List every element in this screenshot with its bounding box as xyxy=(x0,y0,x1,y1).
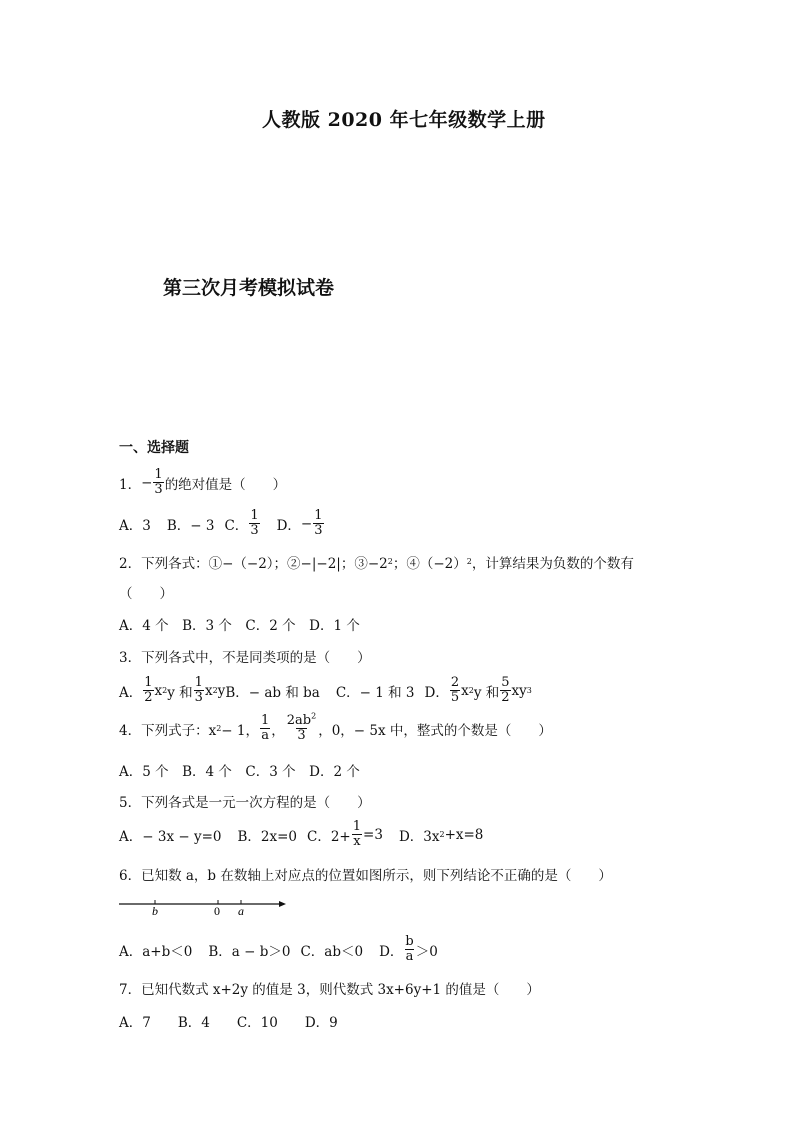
option-d: D． xyxy=(424,684,449,701)
fraction-numerator: 1 xyxy=(250,508,259,523)
fraction-denominator: 2 xyxy=(144,690,153,705)
question-6-options xyxy=(119,935,438,964)
section-heading: 一、选择题 xyxy=(119,440,189,456)
fraction xyxy=(286,711,317,743)
fraction-denominator: 3 xyxy=(154,482,163,497)
option-c: C．ab＜0 xyxy=(300,943,364,960)
fraction-denominator: 5 xyxy=(450,690,460,705)
option-b: B．− 3 xyxy=(166,517,215,534)
fraction-numerator: 1 xyxy=(314,508,323,523)
expression-text: y 和 xyxy=(473,684,500,701)
fraction-denominator: 3 xyxy=(314,523,323,538)
fraction xyxy=(404,935,414,964)
question-5-options: A．− 3x − y=0 B．2x=0 C．2+ $\frac{1}{x}$ =3 D．3x 2 +x=8 xyxy=(119,819,484,849)
question-text: ；④（−2） xyxy=(392,556,467,572)
option-a: A．3 xyxy=(119,517,151,534)
option-c: C．− 1 和 3 xyxy=(335,684,415,701)
expression-text: y xyxy=(217,682,226,699)
fraction-numerator xyxy=(286,711,317,728)
question-7-options: A．7 B．4 C．10 D．9 xyxy=(119,1015,338,1031)
fraction xyxy=(153,468,163,497)
label-b: b xyxy=(152,904,158,918)
separator: ， xyxy=(271,722,285,739)
option-c: C． xyxy=(224,517,249,534)
question-number: 1． xyxy=(119,476,142,493)
fraction xyxy=(313,509,323,538)
fraction-denominator: 2 xyxy=(501,690,510,705)
option-d: D． xyxy=(379,943,404,960)
option-d: D． xyxy=(276,517,301,534)
option-b: B．a − b＞0 xyxy=(208,943,291,960)
question-3-stem: 3．下列各式中，不是同类项的是（ ） xyxy=(119,650,371,666)
label-a: a xyxy=(238,904,244,918)
option-a: A． xyxy=(119,684,143,701)
question-text: − 1， xyxy=(221,722,259,739)
fraction-numerator: b xyxy=(405,934,414,949)
number-line-arrow xyxy=(279,901,286,907)
option-b: B．− ab 和 ba xyxy=(225,684,320,701)
fraction-numerator: 1 xyxy=(144,675,153,690)
fraction-denominator: a xyxy=(261,728,270,743)
fraction xyxy=(249,509,259,538)
fraction-numerator: 5 xyxy=(501,675,510,690)
fraction xyxy=(500,676,510,705)
fraction-numerator: 1 xyxy=(194,675,203,690)
question-6-stem: 6．已知数 a，b 在数轴上对应点的位置如图所示，则下列结论不正确的是（ ） xyxy=(119,868,612,884)
exponent: 2 xyxy=(311,711,317,721)
question-2-options: A．4 个 B．3 个 C．2 个 D．1 个 xyxy=(119,618,360,634)
question-text: 的绝对值是（ ） xyxy=(164,476,287,493)
expression-text: +x=8 xyxy=(444,826,484,843)
minus-sign: − xyxy=(141,474,153,491)
fraction-denominator: x xyxy=(353,834,361,849)
fraction-denominator: 3 xyxy=(194,690,203,705)
fraction xyxy=(194,676,204,705)
question-4-options: A．5 个 B．4 个 C．3 个 D．2 个 xyxy=(119,764,360,780)
question-1-options xyxy=(119,509,325,538)
option-a: A．a+b＜0 xyxy=(119,943,193,960)
fraction-numerator: 1 xyxy=(261,713,270,728)
question-5-stem: 5．下列各式是一元一次方程的是（ ） xyxy=(119,795,371,811)
page-title: 人教版 2020 年七年级数学上册 xyxy=(262,109,546,131)
question-2-paren: （ ） xyxy=(119,586,173,602)
question-1-stem xyxy=(119,468,286,497)
question-text: ，0，− 5x 中，整式的个数是（ ） xyxy=(318,722,552,739)
number-line-diagram xyxy=(119,896,289,920)
expression-text: x xyxy=(154,682,163,699)
option-a: A．− 3x − y=0 xyxy=(119,828,222,845)
question-3-options: A． $\frac{1}{2}$ x 2 y 和 $\frac{1}{3}$ x 2 y B．− ab 和 ba C．− 1 和 3 D． $\frac{2}{5}$ x 2 y 和 $\frac{5}{2}$ xy 3 xyxy=(119,675,532,705)
minus-sign: − xyxy=(300,515,313,532)
fraction-denominator: a xyxy=(405,949,414,964)
fraction-denominator: 3 xyxy=(297,728,306,743)
fraction xyxy=(260,714,270,743)
expression-text: y 和 xyxy=(167,684,193,701)
fraction-numerator: 1 xyxy=(154,467,163,482)
option-c: C．2+ xyxy=(307,828,351,845)
expression-text: x xyxy=(461,682,469,699)
question-4-stem: 4．下列式子：x 2 − 1， $\frac{1}{a}$ ， $\frac{2ab^2}{3}$ ，0，− 5x 中，整式的个数是（ ） xyxy=(119,711,552,743)
page-subtitle: 第三次月考模拟试卷 xyxy=(163,277,335,299)
question-7-stem: 7．已知代数式 x+2y 的值是 3，则代数式 3x+6y+1 的值是（ ） xyxy=(119,982,540,998)
expression-text: x xyxy=(204,682,213,699)
label-zero: 0 xyxy=(214,904,220,918)
expression-text: ＞0 xyxy=(415,943,438,960)
fraction xyxy=(143,676,153,705)
question-text: ，计算结果为负数的个数有 xyxy=(471,556,634,572)
question-text: 4．下列式子：x xyxy=(119,722,217,739)
expression-text: xy xyxy=(511,682,527,699)
expression-text: =3 xyxy=(363,826,383,843)
fraction xyxy=(352,820,362,849)
fraction-numerator: 1 xyxy=(352,819,362,834)
fraction-denominator: 3 xyxy=(250,523,259,538)
question-text: 2．下列各式：①−（−2）；②−|−2|；③−2 xyxy=(119,556,388,572)
numerator-text: 2ab xyxy=(286,713,312,728)
question-2-stem: 2．下列各式：①−（−2）；②−|−2|；③−2 2 ；④（−2） 2 ，计算结果为负数的个数有 xyxy=(119,552,634,572)
option-d: D．3x xyxy=(398,828,440,845)
fraction xyxy=(450,676,460,705)
option-b: B．2x=0 xyxy=(237,828,298,845)
fraction-numerator: 2 xyxy=(450,675,460,690)
